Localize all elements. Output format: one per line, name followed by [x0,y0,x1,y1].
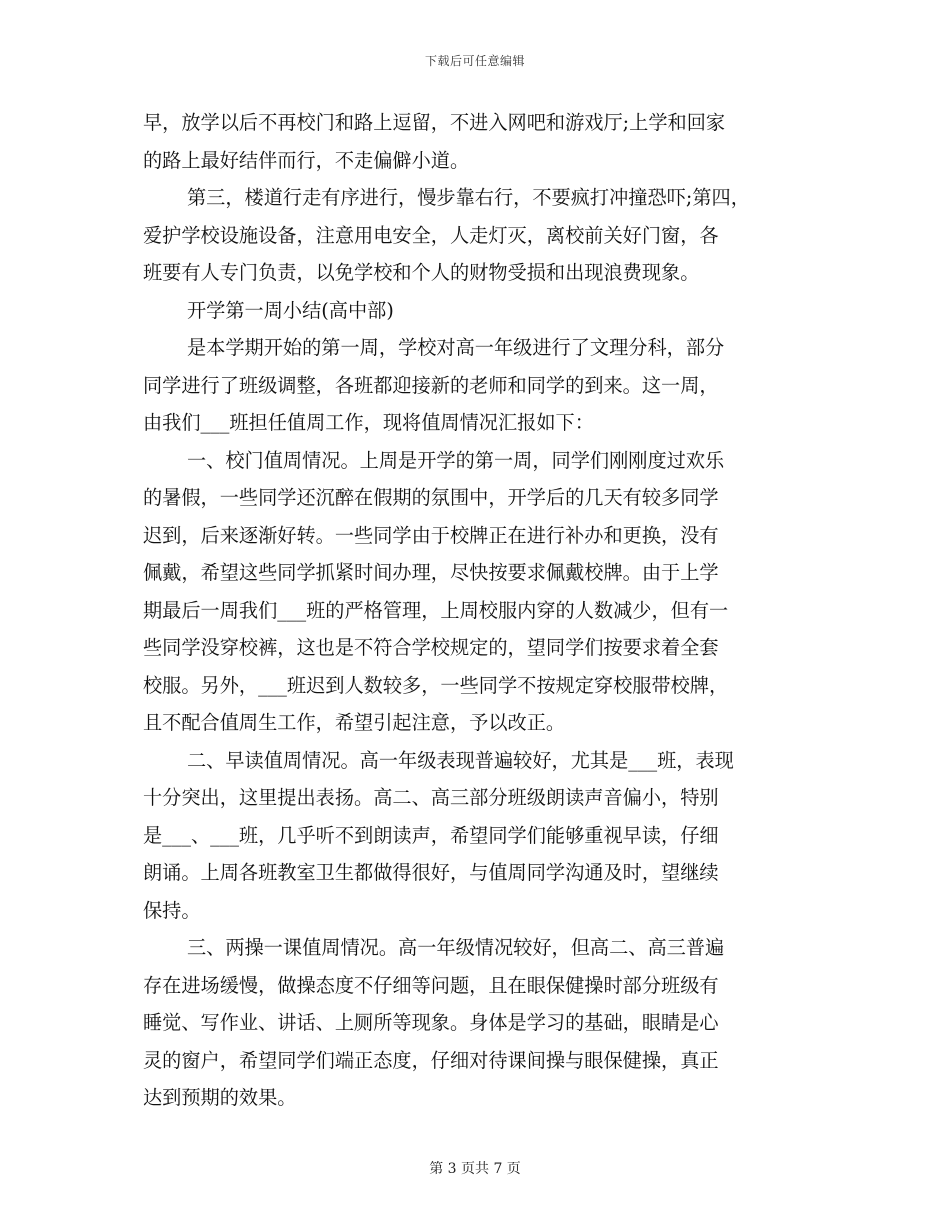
text-line: 是___、___班，几乎听不到朗读声，希望同学们能够重视早读，仔细 [143,823,719,847]
page-number: 第 3 页共 7 页 [429,1161,521,1177]
text-line: 达到预期的效果。 [143,1086,297,1109]
text-line: 睡觉、写作业、讲话、上厕所等现象。身体是学习的基础，眼睛是心 [143,1011,719,1034]
page-header: 下载后可任意编辑 [424,54,525,68]
text-line: 早，放学以后不再校门和路上逗留，不进入网吧和游戏厅;上学和回家 [143,111,726,134]
text-line: 一、校门值周情况。上周是开学的第一周，同学们刚刚度过欢乐 [187,448,725,472]
text-line: 十分突出，这里提出表扬。高二、高三部分班级朗读声音偏小，特别 [143,786,719,809]
text-line: 同学进行了班级调整，各班都迎接新的老师和同学的到来。这一周， [143,373,719,397]
text-line: 朗诵。上周各班教室卫生都做得很好，与值周同学沟通及时，望继续 [143,861,719,884]
text-line: 佩戴，希望这些同学抓紧时间办理，尽快按要求佩戴校牌。由于上学 [143,561,719,584]
text-line: 期最后一周我们___班的严格管理，上周校服内穿的人数减少，但有一 [143,598,729,622]
text-line: 班要有人专门负责，以免学校和个人的财物受损和出现浪费现象。 [143,261,700,284]
text-line: 的暑假，一些同学还沉醉在假期的氛围中，开学后的几天有较多同学 [143,486,719,509]
text-line: 保持。 [143,898,201,922]
text-line: 爱护学校设施设备，注意用电安全，人走灯灭，离校前关好门窗，各 [143,223,719,247]
text-line: 的路上最好结伴而行，不走偏僻小道。 [143,148,470,172]
text-line: 灵的窗户，希望同学们端正态度，仔细对待课间操与眼保健操，真正 [143,1048,719,1072]
text-line: 存在进场缓慢，做操态度不仔细等问题，且在眼保健操时部分班级有 [143,973,719,997]
text-line: 是本学期开始的第一周，学校对高一年级进行了文理分科，部分 [187,336,725,359]
text-line: 迟到，后来逐渐好转。一些同学由于校牌正在进行补办和更换，没有 [143,523,719,547]
text-line: 由我们___班担任值周工作，现将值周情况汇报如下： [143,411,594,434]
text-line: 第三，楼道行走有序进行，慢步靠右行，不要疯打冲撞恐吓;第四， [187,186,750,209]
text-line: 些同学没穿校裤，这也是不符合学校规定的，望同学们按要求着全套 [143,636,719,659]
document-body [143,104,833,1117]
text-line: 校服。另外，___班迟到人数较多，一些同学不按规定穿校服带校牌， [143,673,729,697]
text-line: 开学第一周小结(高中部) [187,298,394,322]
text-line: 二、早读值周情况。高一年级表现普遍较好，尤其是___班，表现 [187,748,734,772]
text-line: 且不配合值周生工作，希望引起注意，予以改正。 [143,711,566,734]
text-line: 三、两操一课值周情况。高一年级情况较好，但高二、高三普遍 [187,936,725,959]
